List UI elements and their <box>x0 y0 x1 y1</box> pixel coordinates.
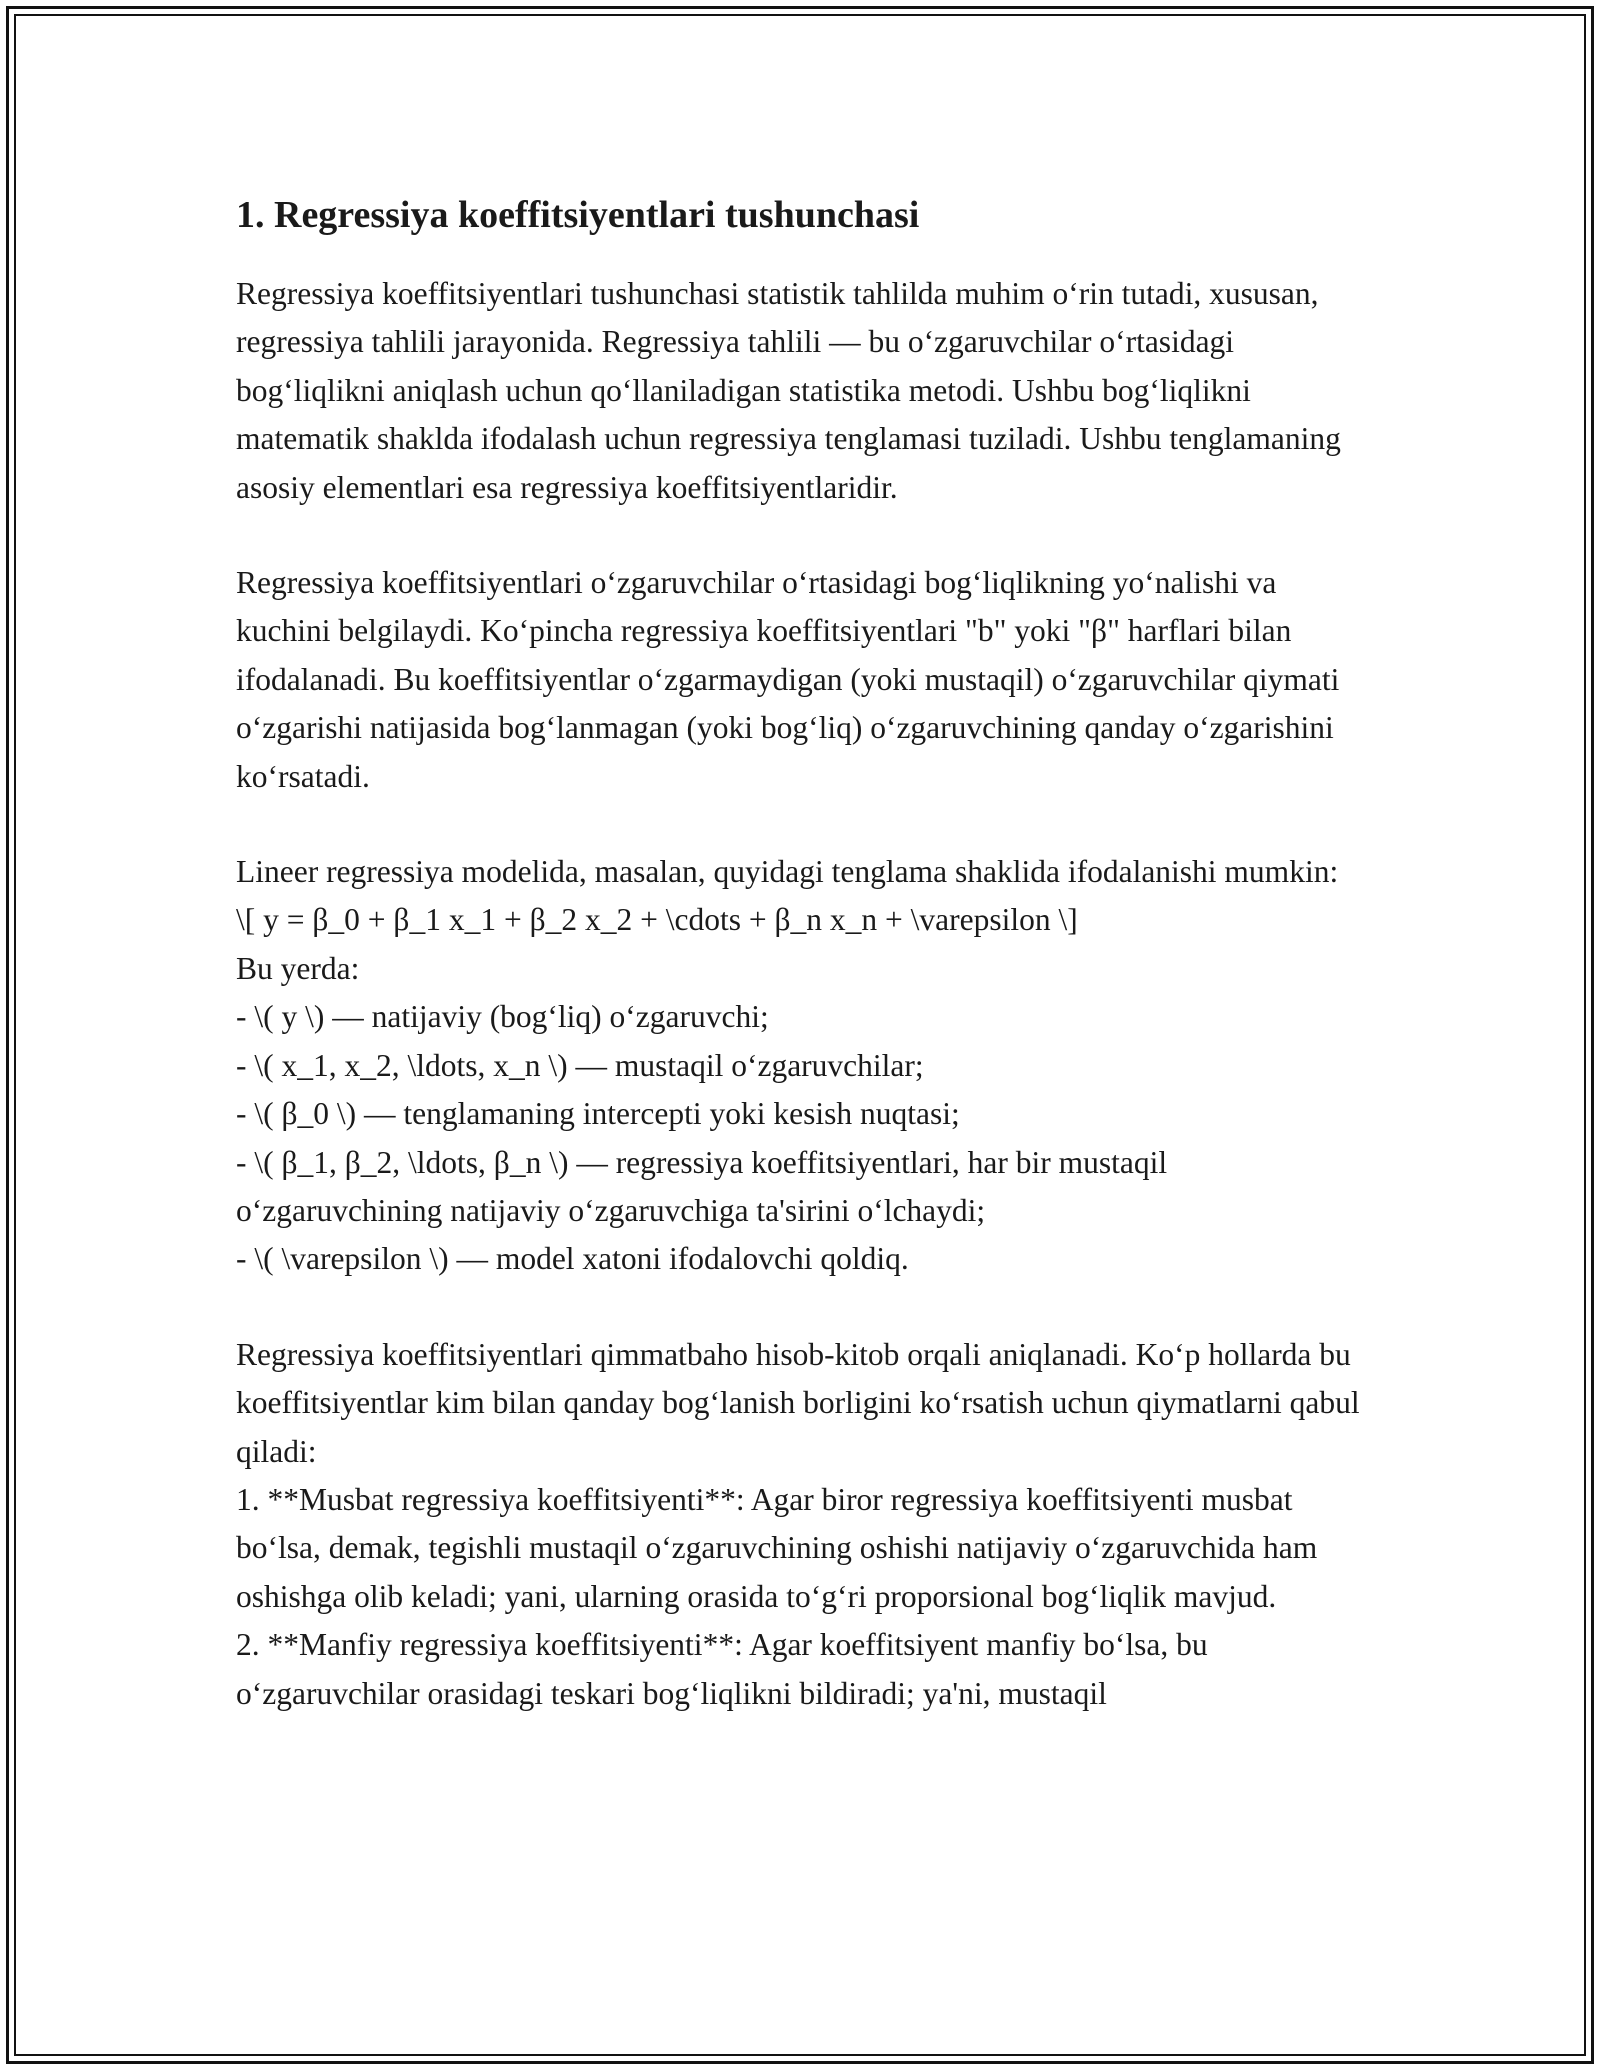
document-page <box>236 184 1366 1765</box>
paragraph-intro: Regressiya koeffitsiyentlari tushunchasi statistik tahlilda muhim o‘rin tutadi, xususan, regressiya tahlili jarayonida. Regressiya tahlili — bu o‘zgaruvchilar o‘rtasidagi bog‘liqlikni aniqlash uchun qo‘llaniladigan statistika metodi. Ushbu bog‘liqlikni matematik shaklda ifodalash uchun regressiya tenglamasi tuziladi. Ushbu tenglamaning asosiy elementlari esa regressiya koeffitsiyentlaridir. <box>236 276 1341 505</box>
section-heading: 1. Regressiya koeffitsiyentlari tushunchasi <box>236 194 920 236</box>
paragraph-coefficients-meaning: Regressiya koeffitsiyentlari o‘zgaruvchilar o‘rtasidagi bog‘liqlikning yo‘nalishi va kuchini belgilaydi. Ko‘pincha regressiya koeffitsiyentlari "b" yoki "β" harflari bilan ifodalanadi. Bu koeffitsiyentlar o‘zgarmaydigan (yoki mustaqil) o‘zgaruvchilar qiymati o‘zgarishi natijasida bog‘lanmagan (yoki bog‘liq) o‘zgaruvchining qanday o‘zgarishini ko‘rsatadi. <box>236 565 1340 794</box>
paragraph-coefficient-signs: Regressiya koeffitsiyentlari qimmatbaho hisob-kitob orqali aniqlanadi. Ko‘p hollarda bu koeffitsiyentlar kim bilan qanday bog‘lanish borligini ko‘rsatish uchun qiymatlarni qabul qiladi: 1. **Musbat regressiya koeffitsiyenti**: Agar biror regressiya koeffitsiyenti musbat bo‘lsa, demak, tegishli mustaqil o‘zgaruvchining oshishi natijaviy o‘zgaruvchida ham oshishga olib keladi; yani, ularning orasida to‘g‘ri proporsional bog‘liqlik mavjud. 2. **Manfiy regressiya koeffitsiyenti**: Agar koeffitsiyent manfiy bo‘lsa, bu o‘zgaruvchilar orasidagi teskari bog‘liqlikni bildiradi; ya'ni, mustaqil <box>236 1336 1360 1711</box>
paragraph-linear-model: Lineer regressiya modelida, masalan, quyidagi tenglama shaklida ifodalanishi mumkin: \[ y = β_0 + β_1 x_1 + β_2 x_2 + \cdots + β_n x_n + \varepsilon \] Bu yerda: - \( y \) — natijaviy (bog‘liq) o‘zgaruvchi; - \( x_1, x_2, \ldots, x_n \) — mustaqil o‘zgaruvchilar; - \( β_0 \) — tenglamaning intercepti yoki kesish nuqtasi; - \( β_1, β_2, \ldots, β_n \) — regressiya koeffitsiyentlari, har bir mustaqil o‘zgaruvchining natijaviy o‘zgaruvchiga ta'sirini o‘lchaydi; - \( \varepsilon \) — model xatoni ifodalovchi qoldiq. <box>236 854 1339 1277</box>
